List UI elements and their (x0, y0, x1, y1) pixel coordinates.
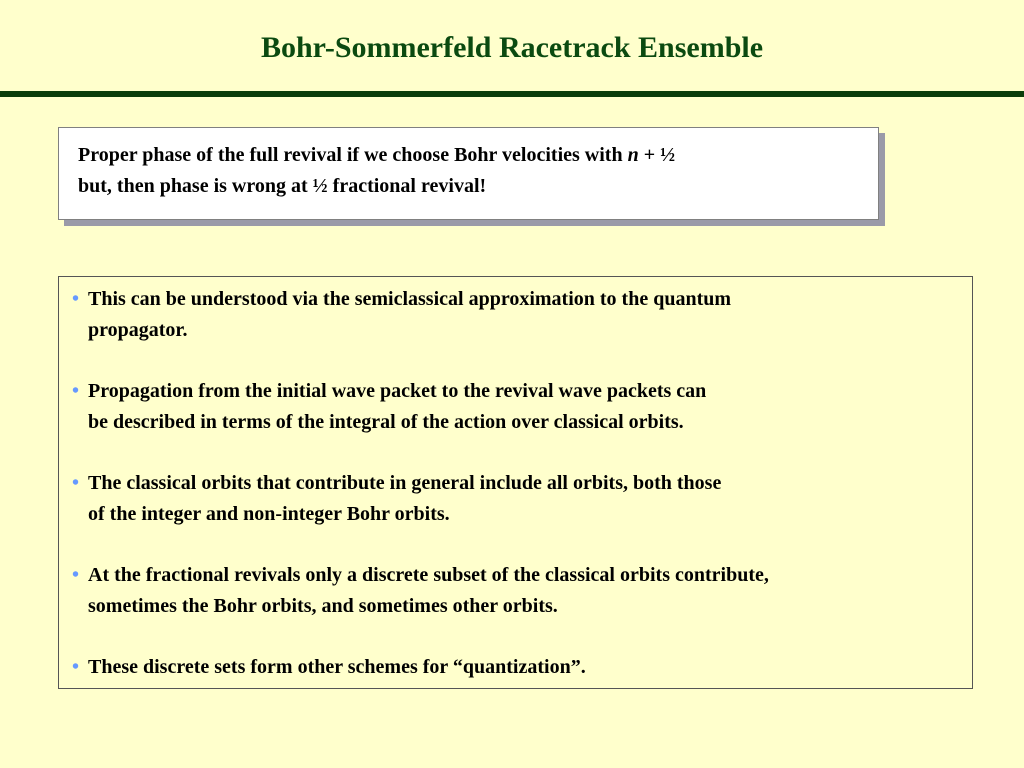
callout-line-1-prefix: Proper phase of the full revival if we choose Bohr velocities with (78, 144, 628, 166)
bullet-dot-icon: • (72, 380, 80, 402)
bullet-dot-icon: • (72, 656, 80, 678)
bullet-text-line: These discrete sets form other schemes for “quantization”. (88, 656, 586, 678)
callout-box (58, 127, 879, 220)
slide-title: Bohr-Sommerfeld Racetrack Ensemble (260, 31, 764, 64)
callout-variable-n: n (627, 144, 639, 166)
bullet-dot-icon: • (72, 472, 80, 494)
callout-line-1-suffix: + ½ (638, 144, 676, 166)
bullet-text-line: This can be understood via the semiclassical approximation to the quantum (88, 288, 732, 310)
bullet-dot-icon: • (72, 288, 80, 310)
callout-line-2: but, then phase is wrong at ½ fractional revival! (78, 175, 487, 197)
title-divider (0, 91, 1024, 97)
callout-line-1 (78, 143, 675, 167)
bullet-item (72, 468, 721, 530)
bullet-text-line: sometimes the Bohr orbits, and sometimes other orbits. (88, 595, 558, 617)
bullet-item (72, 284, 731, 346)
bullet-text-line: propagator. (88, 319, 188, 341)
bullet-text-line: At the fractional revivals only a discrete subset of the classical orbits contribute, (88, 564, 769, 586)
bullet-list-box (58, 276, 973, 689)
bullet-item (72, 652, 586, 683)
bullet-item (72, 560, 769, 622)
bullet-text-line: be described in terms of the integral of the action over classical orbits. (88, 411, 684, 433)
bullet-dot-icon: • (72, 564, 80, 586)
bullet-text-line: The classical orbits that contribute in general include all orbits, both those (88, 472, 722, 494)
bullet-text-line: Propagation from the initial wave packet to the revival wave packets can (88, 380, 707, 402)
bullet-text-line: of the integer and non-integer Bohr orbits. (88, 503, 450, 525)
bullet-item (72, 376, 706, 438)
